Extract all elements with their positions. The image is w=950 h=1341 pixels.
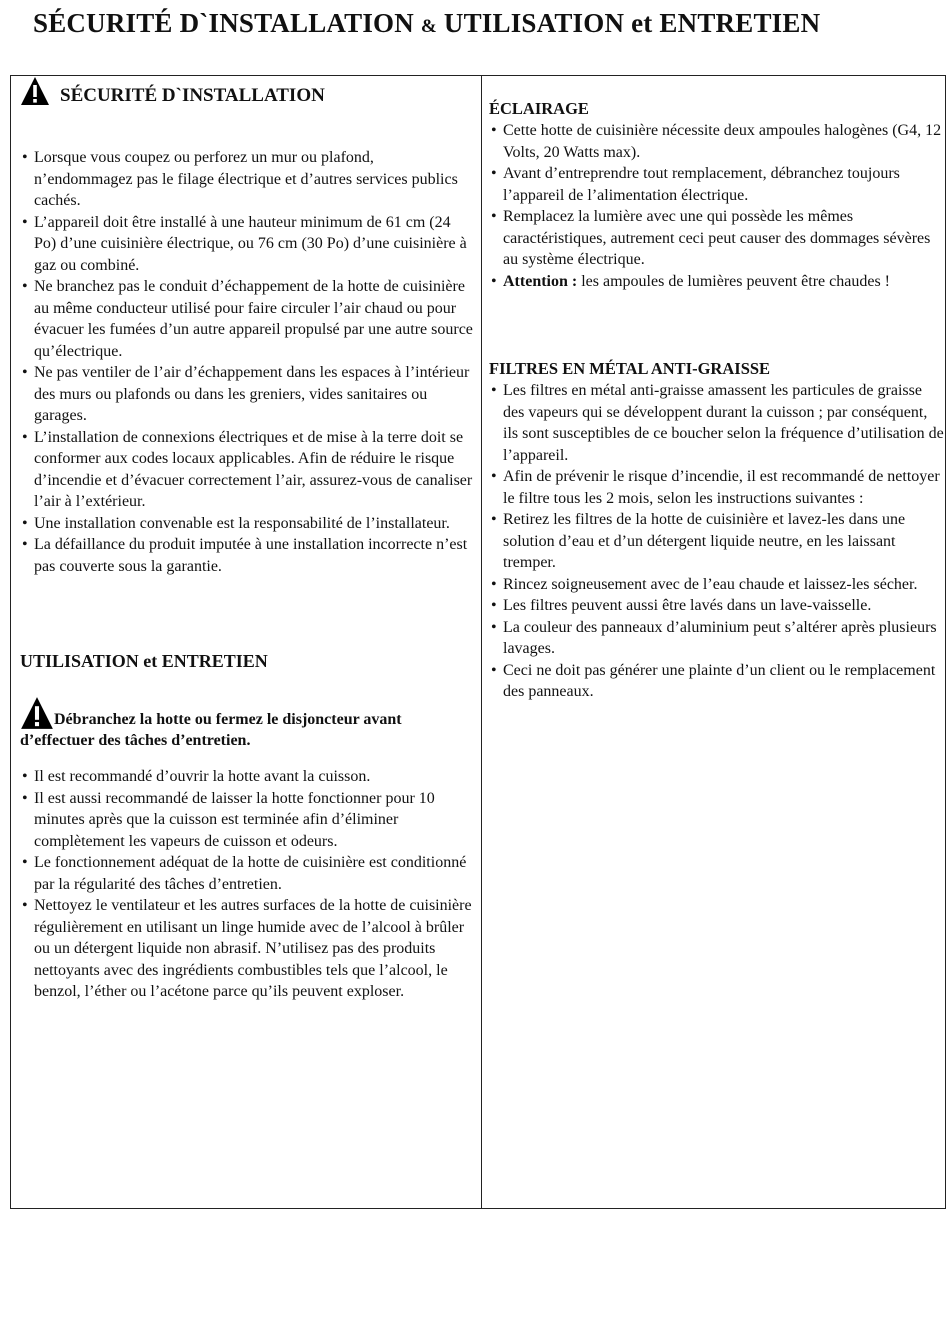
filters-heading: FILTRES EN MÉTAL ANTI-GRAISSE	[489, 359, 771, 378]
list-item: • Ne pas ventiler de l’air d’échappement dans les espaces à l’intérieur des murs ou plafonds ou dans les greniers, vides sanitaires ou garages.	[20, 362, 475, 427]
lighting-list	[489, 120, 945, 292]
list-item: • Nettoyez le ventilateur et les autres surfaces de la hotte de cuisinière régulièrement en utilisant un linge humide avec de l’alcool à brûler ou un détergent liquide non abrasif. N’utilisez pas des produits nettoyants avec des ingrédients combustibles tels que l’alcool, le benzol, l’éther ou l’acétone parce qu’ils peuvent exploser.	[20, 895, 475, 1003]
installation-list	[20, 147, 475, 577]
list-item: • Il est recommandé d’ouvrir la hotte avant la cuisson.	[20, 766, 475, 788]
page-title	[33, 8, 820, 39]
attention-label: Attention :	[503, 272, 578, 290]
installation-heading-text: SÉCURITÉ D`INSTALLATION	[60, 84, 325, 106]
list-item: • Le fonctionnement adéquat de la hotte de cuisinière est conditionné par la régularité des tâches d’entretien.	[20, 852, 475, 895]
list-item: • Une installation convenable est la responsabilité de l’installateur.	[20, 513, 475, 535]
usage-warning-line2: d’effectuer des tâches d’entretien.	[20, 732, 251, 749]
usage-heading: UTILISATION et ENTRETIEN	[20, 651, 268, 671]
list-item: • Il est aussi recommandé de laisser la hotte fonctionner pour 10 minutes après que la cuisson est terminée afin d’éliminer complètement les vapeurs de cuisson et odeurs.	[20, 788, 475, 853]
usage-warning-line1: Débranchez la hotte ou fermez le disjoncteur avant	[54, 710, 402, 728]
usage-list	[20, 766, 475, 1003]
list-item: • Cette hotte de cuisinière nécessite deux ampoules halogènes (G4, 12 Volts, 20 Watts max).	[489, 120, 945, 163]
list-item: • Ne branchez pas le conduit d’échappement de la hotte de cuisinière au même conducteur utilisé pour faire circuler l’air chaud ou pour évacuer les fumées d’un autre appareil propulsé par une autre source qu’électrique.	[20, 276, 475, 362]
installation-heading	[20, 76, 325, 106]
list-item: • L’installation de connexions électriques et de mise à la terre doit se conformer aux codes locaux applicables. Afin de réduire le risque d’incendie et d’évacuer correctement l’air, assurez-vous de canaliser l’air à l’extérieur.	[20, 427, 475, 513]
list-item: • Rincez soigneusement avec de l’eau chaude et laissez-les sécher.	[489, 574, 945, 596]
list-item: • La défaillance du produit imputée à une installation incorrecte n’est pas couverte sous la garantie.	[20, 534, 475, 577]
list-item: • Afin de prévenir le risque d’incendie, il est recommandé de nettoyer le filtre tous les 2 mois, selon les instructions suivantes :	[489, 466, 945, 509]
list-item: • Retirez les filtres de la hotte de cuisinière et lavez-les dans une solution d’eau et d’un détergent liquide neutre, en les laissant tremper.	[489, 509, 945, 574]
page-title-part2: UTILISATION et ENTRETIEN	[443, 8, 821, 38]
content-frame	[10, 75, 946, 1209]
list-item: • Ceci ne doit pas générer une plainte d’un client ou le remplacement des panneaux.	[489, 660, 945, 703]
list-item: • Remplacez la lumière avec une qui possède les mêmes caractéristiques, autrement ceci peut causer des dommages sévères au système électrique.	[489, 206, 945, 271]
list-item: • L’appareil doit être installé à une hauteur minimum de 61 cm (24 Po) d’une cuisinière électrique, ou 76 cm (30 Po) d’une cuisinière à gaz ou combiné.	[20, 212, 475, 277]
list-item: • Les filtres peuvent aussi être lavés dans un lave-vaisselle.	[489, 595, 945, 617]
list-item-attention	[489, 271, 945, 293]
warning-triangle-icon	[20, 696, 54, 730]
attention-text: les ampoules de lumières peuvent être chaudes !	[577, 272, 890, 290]
list-item: • Lorsque vous coupez ou perforez un mur ou plafond, n’endommagez pas le filage électrique et d’autres services publics cachés.	[20, 147, 475, 212]
page-title-part1: SÉCURITÉ D`INSTALLATION	[33, 8, 414, 38]
usage-warning	[20, 696, 475, 752]
list-item: • La couleur des panneaux d’aluminium peut s’altérer après plusieurs lavages.	[489, 617, 945, 660]
column-divider	[481, 76, 482, 1208]
list-item: • Les filtres en métal anti-graisse amassent les particules de graisse des vapeurs qui se développent durant la cuisson ; par conséquent, ils sont susceptibles de ce boucher selon la fréquence d’utilisation de l’appareil.	[489, 380, 945, 466]
list-item: • Avant d’entreprendre tout remplacement, débranchez toujours l’appareil de l’alimentation électrique.	[489, 163, 945, 206]
page-title-amp: &	[420, 16, 437, 37]
warning-triangle-icon	[20, 76, 50, 106]
filters-list	[489, 380, 945, 703]
lighting-heading: ÉCLAIRAGE	[489, 99, 589, 118]
